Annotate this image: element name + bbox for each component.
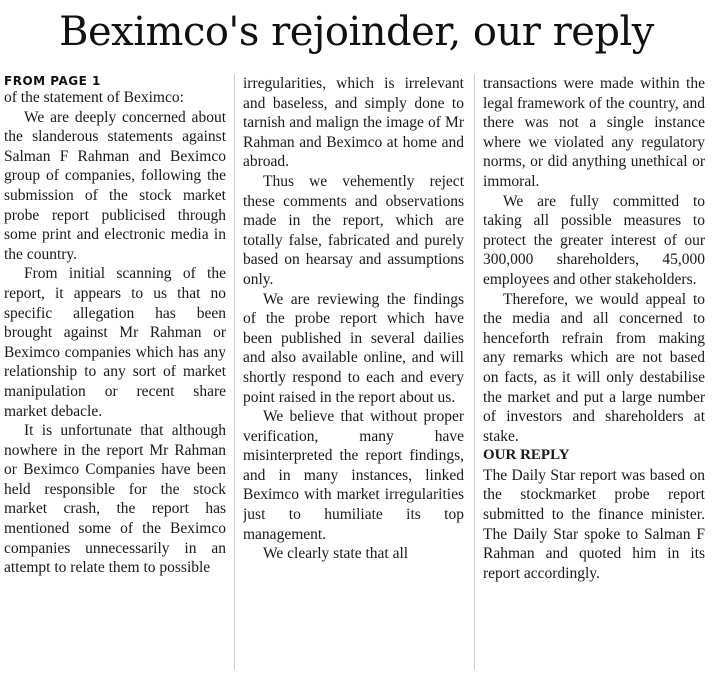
article-column-1 [4, 74, 226, 672]
paragraph: We are reviewing the findings of the probe report which have been published in several dailies and also available online, and will shortly respond to each and every point raised in the report about us. [243, 290, 464, 406]
paragraph: It is unfortunate that although nowhere in the report Mr Rahman or Beximco Companies have been held responsible for the stock market crash, the report has mentioned some of the Beximco companies unnecessarily in an attempt to relate them to possible [4, 422, 226, 577]
paragraph: We are deeply concerned about the slanderous statements against Salman F Rahman and Beximco group of companies, following the submission of the stock market probe report publicised through some print and electronic media in the country. [4, 108, 226, 263]
paragraph: Thus we vehemently reject these comments and observations made in the report, which are totally false, fabricated and purely based on hearsay and assumptions only. [243, 172, 464, 288]
paragraph: From initial scanning of the report, it appears to us that no specific allegation has been brought against Mr Rahman or Beximco companies which has any relationship to any sort of market manipulation or recent share market debacle. [4, 265, 226, 420]
article-column-3 [483, 74, 705, 672]
paragraph: of the statement of Beximco: [4, 89, 184, 106]
paragraph: We believe that without proper verification, many have misinterpreted the report findings, and in many instances, linked Beximco with market irregularities just to humiliate its top management. [243, 408, 464, 543]
paragraph: We are fully committed to taking all possible measures to protect the greater interest of our 300,000 shareholders, 45,000 employees and other stakeholders. [483, 192, 705, 288]
paragraph: We clearly state that all [263, 545, 409, 563]
reply-paragraph: The Daily Star report was based on the stockmarket probe report submitted to the finance minister. The Daily Star spoke to Salman F Rahman and quoted him in its report accordingly. [483, 466, 705, 582]
paragraph: Therefore, we would appeal to the media and all concerned to henceforth refrain from making any remarks which are not based on facts, as it will only destabilise the market and put a large number of investors and shareholders at stake. [483, 290, 705, 445]
our-reply-subhead: OUR REPLY [483, 447, 570, 464]
paragraph: transactions were made within the legal framework of the country, and there was not a single instance where we violated any regulatory norms, or did anything unethical or immoral. [483, 75, 705, 190]
paragraph: irregularities, which is irrelevant and baseless, and simply done to tarnish and malign the image of Mr Rahman and Beximco at home and abroad. [243, 75, 464, 171]
column-divider [474, 74, 475, 670]
article-column-2 [243, 74, 464, 672]
continued-from-label: FROM PAGE 1 [4, 74, 101, 88]
column-divider [234, 74, 235, 670]
headline: Beximco's rejoinder, our reply [59, 9, 654, 55]
